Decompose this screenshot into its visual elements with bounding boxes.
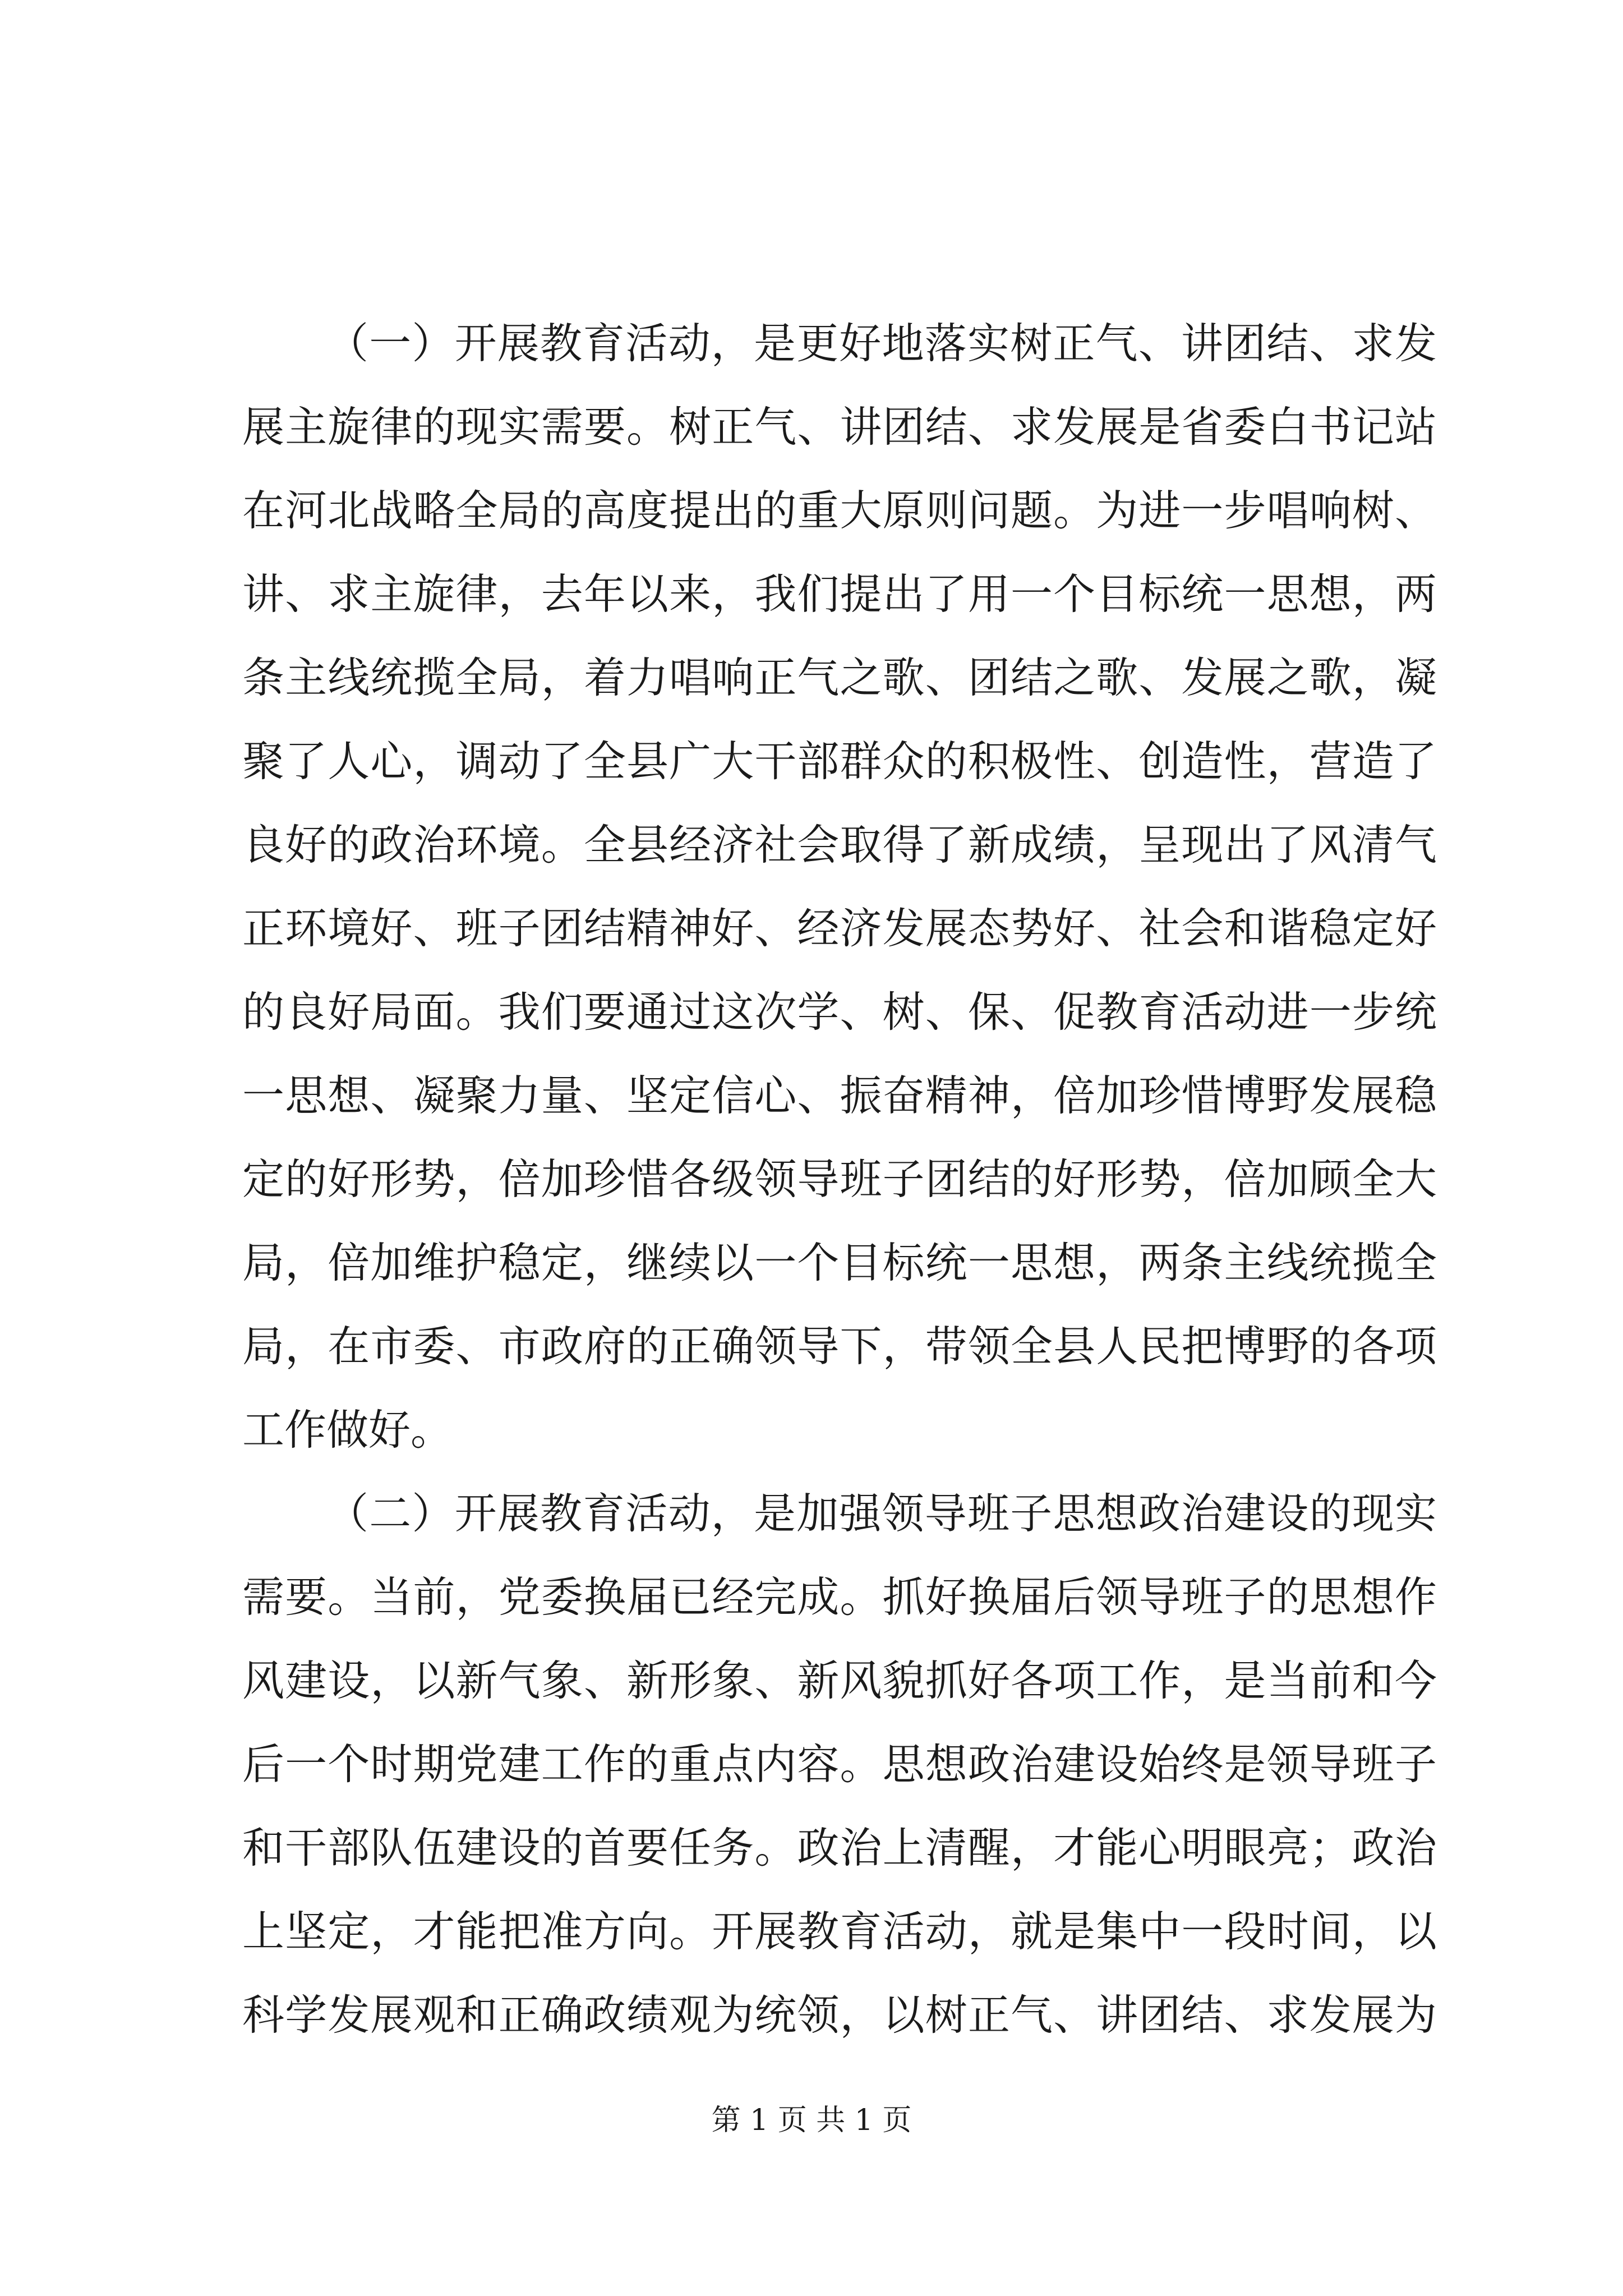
paragraph-1-line: 讲、求主旋律，去年以来，我们提出了用一个目标统一思想，两 <box>242 569 1437 619</box>
paragraph-2-line: 科学发展观和正确政绩观为统领，以树正气、讲团结、求发展为 <box>242 1990 1437 2040</box>
paragraph-2-line: 上坚定，才能把准方向。开展教育活动，就是集中一段时间，以 <box>242 1907 1437 1956</box>
paragraph-2-line: 风建设，以新气象、新形象、新风貌抓好各项工作，是当前和今 <box>242 1656 1437 1705</box>
paragraph-2-line: 和干部队伍建设的首要任务。政治上清醒，才能心明眼亮；政治 <box>242 1823 1437 1872</box>
document-body <box>242 302 1437 2057</box>
paragraph-1-line: 条主线统揽全局，着力唱响正气之歌、团结之歌、发展之歌，凝 <box>242 653 1437 702</box>
paragraph-1-line: 展主旋律的现实需要。树正气、讲团结、求发展是省委白书记站 <box>242 402 1437 452</box>
paragraph-1-line: 一思想、凝聚力量、坚定信心、振奋精神，倍加珍惜博野发展稳 <box>242 1071 1437 1120</box>
paragraph-1-line: 的良好局面。我们要通过这次学、树、保、促教育活动进一步统 <box>242 987 1437 1037</box>
paragraph-1-line: 工作做好。 <box>242 1405 453 1455</box>
page-number-footer: 第 1 页 共 1 页 <box>711 2104 912 2137</box>
paragraph-2-line: 需要。当前，党委换届已经完成。抓好换届后领导班子的思想作 <box>242 1572 1437 1622</box>
paragraph-1-line: （一）开展教育活动，是更好地落实树正气、讲团结、求发 <box>326 319 1437 368</box>
paragraph-1-line: 正环境好、班子团结精神好、经济发展态势好、社会和谐稳定好 <box>242 904 1437 953</box>
paragraph-1-line: 定的好形势，倍加珍惜各级领导班子团结的好形势，倍加顾全大 <box>242 1154 1437 1204</box>
paragraph-1-line: 局，在市委、市政府的正确领导下，带领全县人民把博野的各项 <box>242 1322 1437 1371</box>
paragraph-2-line: （二）开展教育活动，是加强领导班子思想政治建设的现实 <box>326 1489 1437 1538</box>
paragraph-1-line: 局，倍加维护稳定，继续以一个目标统一思想，两条主线统揽全 <box>242 1238 1437 1287</box>
paragraph-2-line: 后一个时期党建工作的重点内容。思想政治建设始终是领导班子 <box>242 1740 1437 1789</box>
paragraph-1-line: 聚了人心，调动了全县广大干部群众的积极性、创造性，营造了 <box>242 737 1437 786</box>
paragraph-1-line: 在河北战略全局的高度提出的重大原则问题。为进一步唱响树、 <box>242 486 1437 535</box>
paragraph-1-line: 良好的政治环境。全县经济社会取得了新成绩，呈现出了风清气 <box>242 820 1437 869</box>
